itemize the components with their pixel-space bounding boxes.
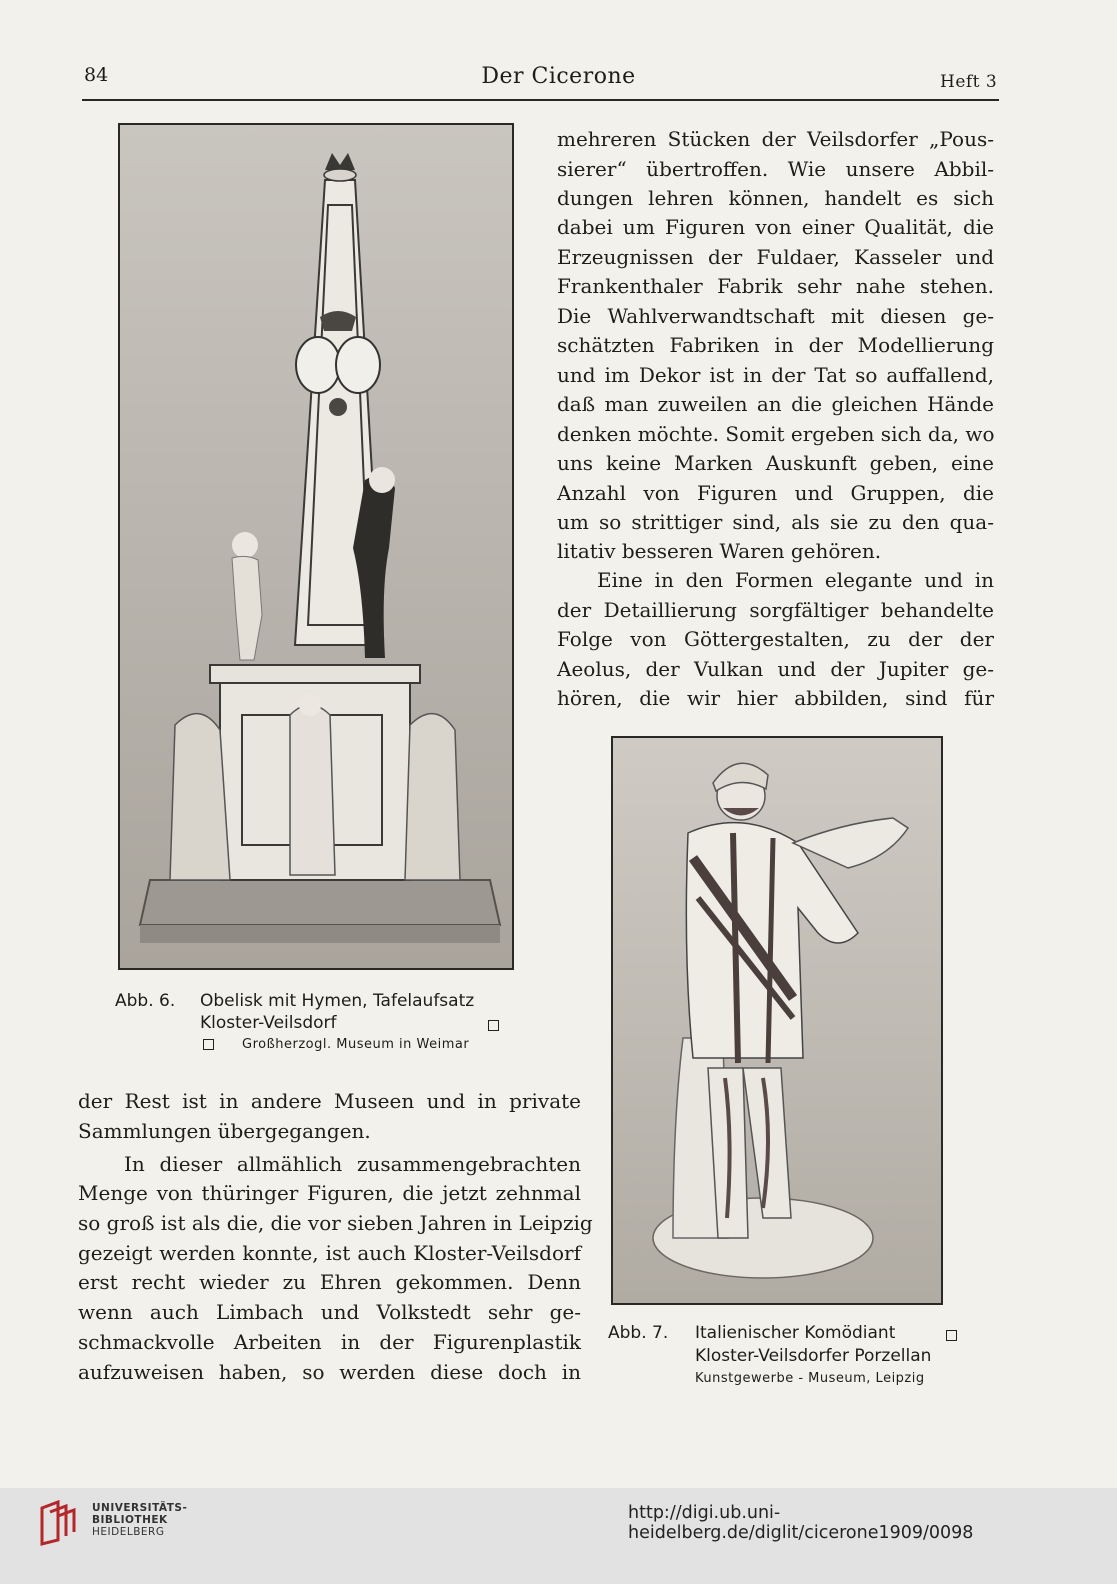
figure-6-image	[118, 123, 514, 970]
caption-square-icon	[203, 1039, 214, 1050]
text-line: schmackvolle Arbeiten in der Figurenplastik	[78, 1330, 581, 1354]
library-name-line2: BIBLIOTHEK	[92, 1514, 168, 1526]
library-name-line3: HEIDELBERG	[92, 1526, 165, 1538]
figure-7-caption-line1: Italienischer Komödiant	[695, 1323, 896, 1343]
text-line: Eine in den Formen elegante und in	[597, 568, 994, 592]
text-line: der Detaillierung sorgfältiger behandelte	[557, 598, 994, 622]
text-line: Die Wahlverwandtschaft mit diesen ge-	[557, 304, 994, 328]
text-line: dungen lehren können, handelt es sich	[557, 186, 994, 210]
text-line: Anzahl von Figuren und Gruppen, die	[557, 481, 994, 505]
text-line: um so strittiger sind, als sie zu den qua-	[557, 510, 994, 534]
text-line: aufzuweisen haben, so werden diese doch in	[78, 1360, 581, 1384]
text-line: und im Dekor ist in der Tat so auffallend,	[557, 363, 994, 387]
text-line: der Rest ist in andere Museen und in private	[78, 1089, 581, 1113]
page-number: 84	[84, 64, 109, 86]
figure-7-image	[611, 736, 943, 1305]
text-line: hören, die wir hier abbilden, sind für	[557, 686, 994, 710]
figure-7-caption-line2: Kloster-Veilsdorfer Porzellan	[695, 1346, 932, 1366]
journal-title: Der Cicerone	[481, 64, 636, 89]
text-line: gezeigt werden konnte, ist auch Kloster-Veilsdorf	[78, 1241, 581, 1265]
figure-7-caption-line3: Kunstgewerbe - Museum, Leipzig	[695, 1371, 925, 1386]
figure-6-label: Abb. 6.	[115, 991, 176, 1011]
library-logo-icon	[38, 1500, 82, 1546]
issue-label: Heft 3	[940, 72, 998, 92]
text-line: schätzten Fabriken in der Modellierung	[557, 333, 994, 357]
header-rule	[82, 99, 999, 101]
source-url-link[interactable]: http://digi.ub.uni-heidelberg.de/diglit/cicerone1909/0098	[628, 1503, 974, 1543]
text-line: sierer“ übertroffen. Wie unsere Abbil-	[557, 157, 994, 181]
obelisk-illustration	[120, 125, 512, 968]
text-line: Folge von Göttergestalten, zu der der	[557, 627, 994, 651]
figure-7-label: Abb. 7.	[608, 1323, 669, 1343]
caption-square-icon	[488, 1020, 499, 1031]
text-line: Erzeugnissen der Fuldaer, Kasseler und	[557, 245, 994, 269]
figure-6-caption-line1: Obelisk mit Hymen, Tafelaufsatz	[200, 991, 475, 1011]
library-name-line1: UNIVERSITÄTS-	[92, 1502, 188, 1514]
text-line: dabei um Figuren von einer Qualität, die	[557, 215, 994, 239]
text-line: daß man zuweilen an die gleichen Hände	[557, 392, 994, 416]
text-line: In dieser allmählich zusammengebrachten	[124, 1152, 581, 1176]
text-line: Sammlungen übergegangen.	[78, 1119, 371, 1143]
text-line: wenn auch Limbach und Volkstedt sehr ge-	[78, 1300, 581, 1324]
text-line: Menge von thüringer Figuren, die jetzt zehnmal	[78, 1181, 581, 1205]
figure-6-caption-line3: Großherzogl. Museum in Weimar	[242, 1037, 470, 1052]
text-line: mehreren Stücken der Veilsdorfer „Pous-	[557, 127, 994, 151]
text-line: denken möchte. Somit ergeben sich da, wo	[557, 422, 995, 446]
text-line: Aeolus, der Vulkan und der Jupiter ge-	[557, 657, 994, 681]
text-line: erst recht wieder zu Ehren gekommen. Denn	[78, 1270, 581, 1294]
text-line: uns keine Marken Auskunft geben, eine	[557, 451, 994, 475]
text-line: Frankenthaler Fabrik sehr nahe stehen.	[557, 274, 994, 298]
library-name	[92, 1502, 187, 1538]
comedian-figure-illustration	[613, 738, 941, 1303]
text-line: litativ besseren Waren gehören.	[557, 539, 882, 563]
figure-6-caption-line2: Kloster-Veilsdorf	[200, 1013, 337, 1033]
text-line: so groß ist als die, die vor sieben Jahren in Leipzig	[78, 1211, 593, 1235]
caption-square-icon	[946, 1330, 957, 1341]
